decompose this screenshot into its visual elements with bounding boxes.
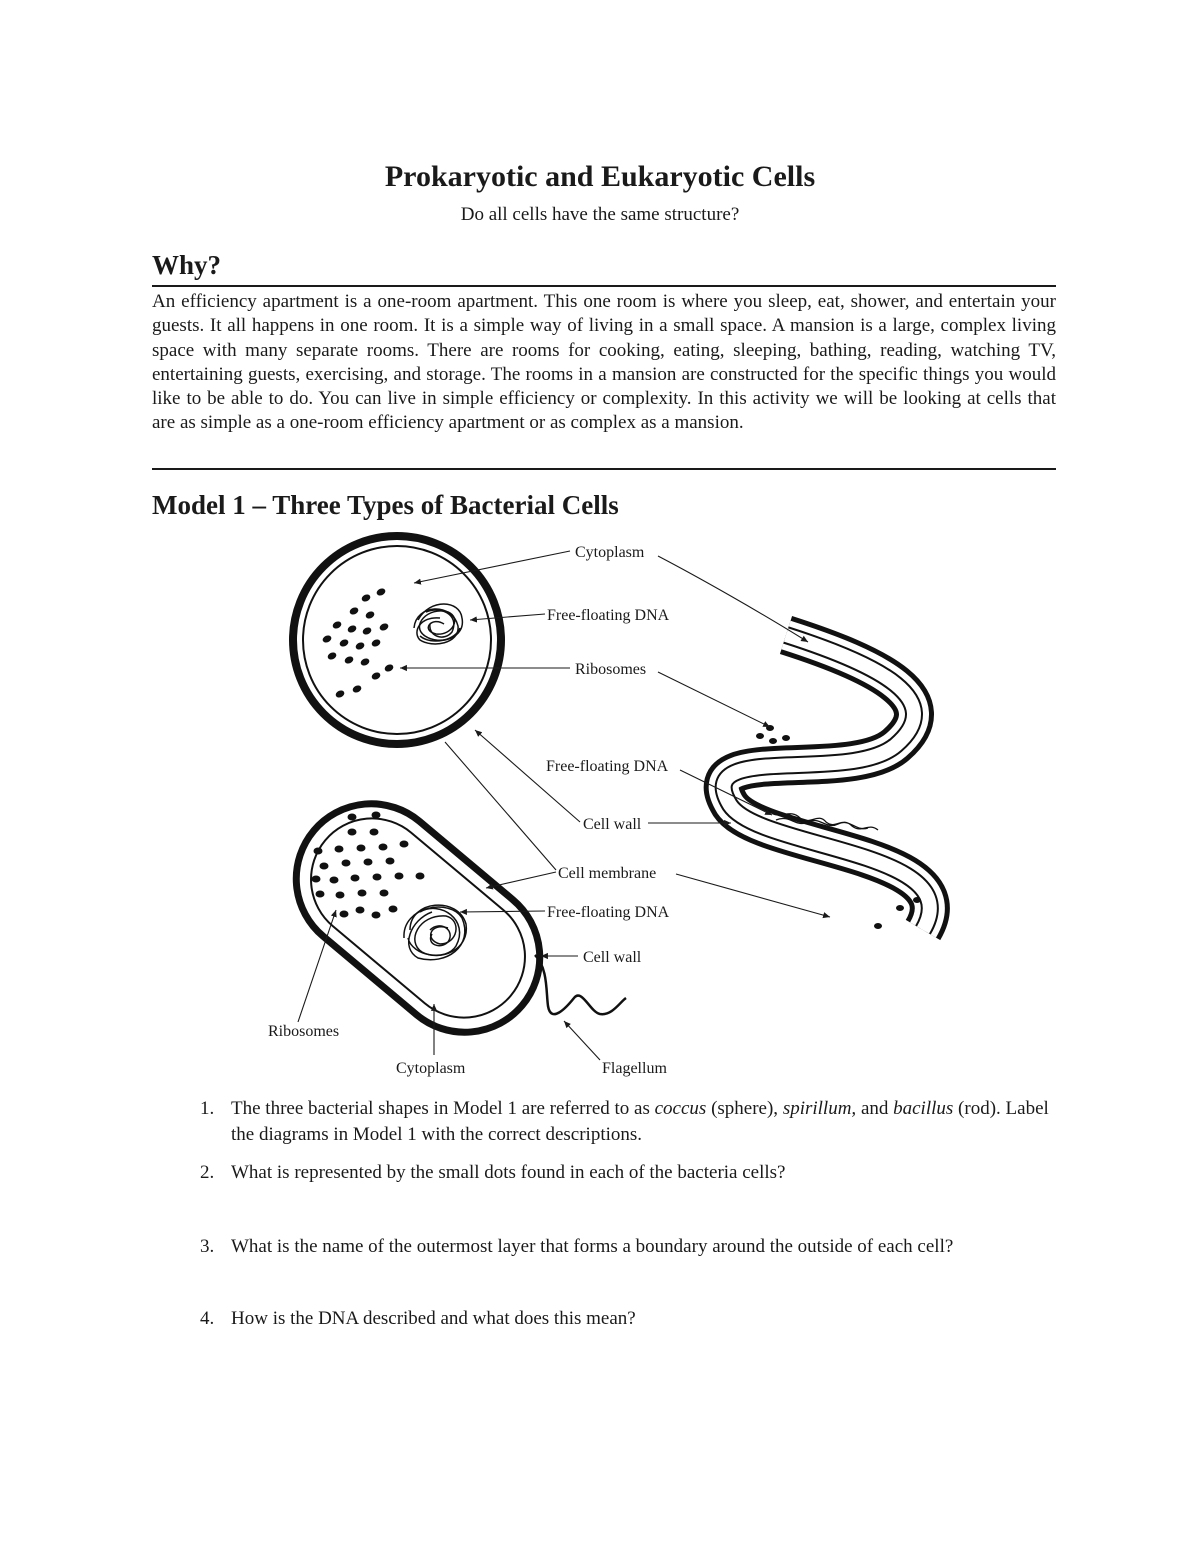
label-cell-wall-bacillus: Cell wall bbox=[583, 949, 642, 966]
label-cytoplasm-top: Cytoplasm bbox=[575, 544, 645, 561]
label-cell-wall-mid: Cell wall bbox=[583, 816, 642, 833]
spirillum-cell bbox=[724, 635, 930, 930]
bacillus-dna bbox=[404, 905, 466, 960]
why-top-rule bbox=[152, 285, 1056, 287]
bacillus-ribosomes bbox=[312, 812, 425, 919]
label-dna-bacillus: Free-floating DNA bbox=[547, 904, 670, 921]
page-title: Prokaryotic and Eukaryotic Cells bbox=[384, 160, 816, 193]
coccus-dna bbox=[414, 604, 462, 644]
label-dna-spirillum: Free-floating DNA bbox=[546, 758, 669, 775]
coccus-cell bbox=[293, 536, 501, 744]
question-list bbox=[200, 1096, 1060, 1332]
label-dna-coccus: Free-floating DNA bbox=[547, 607, 670, 624]
label-cell-membrane: Cell membrane bbox=[558, 865, 657, 882]
why-heading: Why? bbox=[152, 250, 222, 280]
coccus-ribosomes bbox=[322, 587, 395, 699]
question-2: 2. What is represented by the small dots found in each of the bacteria cells? bbox=[200, 1162, 786, 1183]
question-4: 4. How is the DNA described and what does this mean? bbox=[200, 1308, 636, 1329]
page-subtitle: Do all cells have the same structure? bbox=[460, 204, 740, 225]
label-cytoplasm-bottom: Cytoplasm bbox=[396, 1060, 466, 1077]
model1-heading: Model 1 – Three Types of Bacterial Cells bbox=[152, 490, 619, 520]
question-3: 3. What is the name of the outermost layer that forms a boundary around the outside of each cell? bbox=[200, 1236, 954, 1257]
bacteria-diagram bbox=[0, 530, 1200, 1090]
label-flagellum: Flagellum bbox=[602, 1060, 667, 1077]
label-ribosomes-top: Ribosomes bbox=[575, 661, 647, 678]
question-1: 1. The three bacterial shapes in Model 1 are referred to as coccus (sphere), spirillum, and bacillus (rod). Label the diagrams in Model 1 with the correct descriptions. bbox=[200, 1098, 1049, 1145]
why-bottom-rule bbox=[152, 468, 1056, 470]
why-paragraph: An efficiency apartment is a one-room apartment. This one room is where you sleep, eat, shower, and entertain your guests. It all happens in one room. It is a simple way of living in a small space. A mansion is a large, complex living space with many separate rooms. There are rooms for cooking, eating, sleeping, bathing, reading, watching TV, entertaining guests, exercising, and storage. The rooms in a mansion are constructed for the specific things you would like to be able to do. You can live in simple efficiency or complexity. In this activity we will be looking at cells that are as simple as a one-room efficiency apartment or as complex as a mansion. bbox=[152, 291, 1056, 434]
label-ribosomes-bottom: Ribosomes bbox=[268, 1023, 340, 1040]
